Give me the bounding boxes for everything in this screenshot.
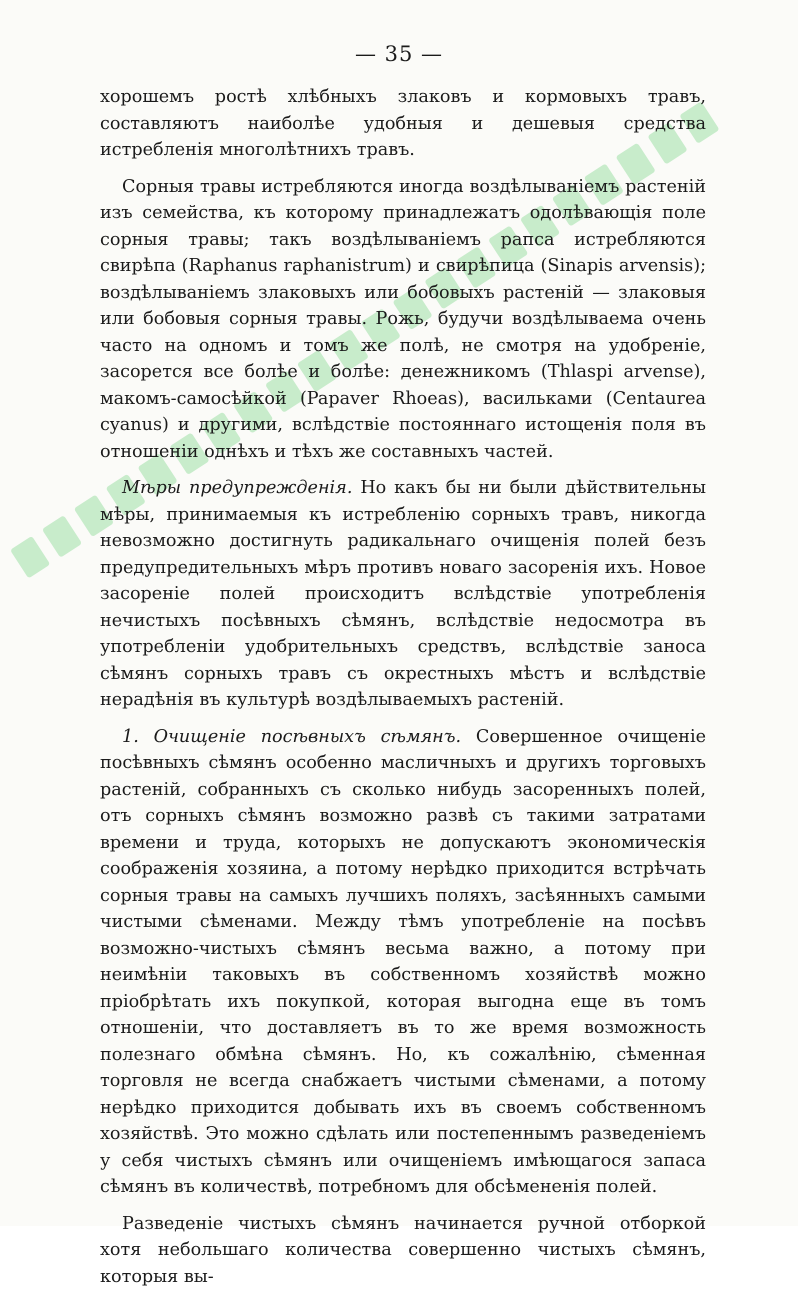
paragraph: Сорныя травы истребляются иногда воздѣлываніемъ растеній изъ семейства, къ которому принадлежатъ одолѣвающія поле сорныя травы; такъ воздѣлываніемъ рапса истребляются свирѣпа (Raphanus raphanistrum) и свирѣпица (Sinapis arvensis); воздѣлываніемъ злаковыхъ или бобовыхъ растеній — злаковыя или бобовыя сорныя травы. Рожь, будучи воздѣлываема очень часто на одномъ и томъ же полѣ, не смотря на удобреніе, засорется все болѣе и болѣе: денежникомъ (Thlaspi arvense), макомъ-самосѣйкой (Papaver Rhoeas), васильками (Centaurea cyanus) и другими, вслѣдствіе постояннаго истощенія поля въ отношеніи однѣхъ и тѣхъ же составныхъ частей. — [100, 176, 706, 462]
paragraph: Разведеніе чистыхъ сѣмянъ начинается ручной отборкой хотя небольшаго количества совершенно чистыхъ сѣмянъ, которыя вы- — [100, 1213, 706, 1287]
section-heading: 1. Очищеніе посѣвныхъ сѣмянъ. — [122, 726, 462, 747]
paragraph: хорошемъ ростѣ хлѣбныхъ злаковъ и кормовыхъ травъ, составляютъ наиболѣе удобныя и дешевыя средства истребленія многолѣтнихъ травъ. — [100, 87, 706, 160]
paragraph — [100, 475, 706, 714]
paragraph-text: Совершенное очищеніе посѣвныхъ сѣмянъ особенно масличныхъ и другихъ торговыхъ растеній, собранныхъ съ сколько нибудь засоренныхъ полей, отъ сорныхъ сѣмянъ возможно развѣ съ такими затратами времени и труда, которыхъ не допускаютъ экономическія соображенія хозяина, а потому нерѣдко приходится встрѣчать сорныя травы на самыхъ лучшихъ поляхъ, засѣянныхъ самыми чистыми сѣменами. Между тѣмъ употребленіе на посѣвъ возможно-чистыхъ сѣмянъ весьма важно, а потому при неимѣніи таковыхъ въ собственномъ хозяйствѣ можно пріобрѣтать ихъ покупкой, которая выгодна еще въ томъ отношеніи, что доставляетъ въ то же время возможность полезнаго обмѣна сѣмянъ. Но, къ сожалѣнію, сѣменная торговля не всегда снабжаетъ чистыми сѣменами, а потому нерѣдко приходится добывать ихъ въ своемъ собственномъ хозяйствѣ. Это можно сдѣлать или постепеннымъ разведеніемъ у себя чистыхъ сѣмянъ или очищеніемъ имѣющагося запаса сѣмянъ въ количествѣ, потребномъ для обсѣмененія полей. — [100, 726, 707, 1197]
page-number: — 35 — — [354, 42, 444, 66]
section-heading: Мѣры предупрежденія. — [122, 478, 353, 498]
paragraph — [100, 724, 706, 1201]
paragraph-text: Но какъ бы ни были дѣйствительны мѣры, принимаемыя къ истребленію сорныхъ травъ, никогда невозможно достигнуть радикальнаго очищенія полей безъ предупредительныхъ мѣръ противъ новаго засоренія ихъ. Новое засореніе полей происходитъ вслѣдствіе употребленія нечистыхъ посѣвныхъ сѣмянъ, вслѣдствіе недосмотра въ употребленіи удобрительныхъ средствъ, вслѣдствіе заноса сѣмянъ сорныхъ травъ съ окрестныхъ мѣстъ и вслѣдствіе нерадѣнія въ культурѣ воздѣлываемыхъ растеній. — [100, 478, 706, 710]
body-text — [100, 84, 706, 1300]
